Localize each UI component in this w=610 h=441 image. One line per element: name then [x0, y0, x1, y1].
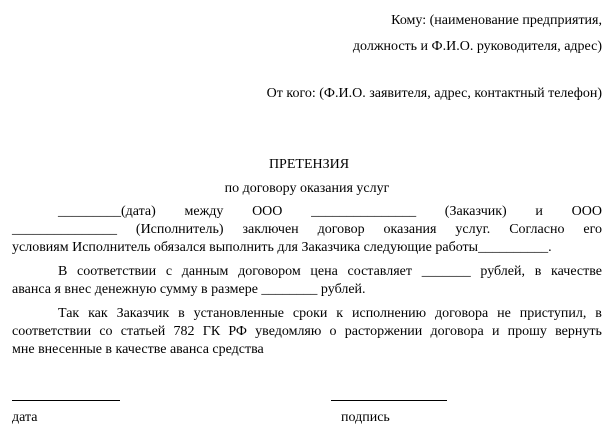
word: соответствии: [77, 264, 157, 279]
word: статьей: [120, 324, 166, 339]
paragraph-line: [12, 221, 602, 239]
word: не: [497, 306, 511, 321]
word: ООО: [252, 204, 283, 219]
word: с: [165, 264, 173, 279]
word: оказания: [383, 222, 437, 237]
word: соответствии: [12, 324, 92, 339]
word: ГК: [202, 324, 221, 339]
word: вернуть: [555, 324, 602, 339]
document-title: ПРЕТЕНЗИЯ: [268, 157, 350, 172]
word: в: [534, 264, 542, 279]
word: и: [535, 204, 543, 219]
paragraph-line: [12, 323, 602, 341]
word: договором: [238, 264, 301, 279]
word: его: [583, 222, 602, 237]
word: ООО: [571, 204, 602, 219]
word: (Исполнитель): [135, 222, 224, 237]
date-label: дата: [12, 410, 38, 425]
word: цена: [310, 264, 338, 279]
word: о: [329, 324, 337, 339]
word: со: [99, 324, 113, 339]
paragraph-line: [12, 263, 602, 281]
paragraph-termination: [12, 305, 602, 359]
word: (Заказчик): [444, 204, 507, 219]
word: рублей,: [480, 264, 526, 279]
word: 782: [173, 324, 195, 339]
document-subtitle: по договору оказания услуг: [224, 181, 390, 196]
word: В: [58, 264, 68, 279]
word: _______________: [12, 222, 117, 237]
word: в: [178, 306, 185, 321]
word: уведомляю: [255, 324, 322, 339]
word: договора: [430, 324, 484, 339]
word: между: [184, 204, 224, 219]
paragraph-line: аванса я внес денежную сумму в размере ________ рублей.: [12, 282, 366, 297]
word: прошу: [507, 324, 547, 339]
paragraph-line: условиям Исполнитель обязался выполнить для Заказчика следующие работы__________.: [12, 240, 552, 255]
word: _________(дата): [58, 204, 156, 219]
addressee-line-2: должность и Ф.И.О. руководителя, адрес): [352, 39, 602, 54]
word: установленные: [193, 306, 285, 321]
paragraph-contract: [12, 203, 602, 257]
word: Заказчик: [116, 306, 170, 321]
word: _______: [421, 264, 471, 279]
word: РФ: [228, 324, 247, 339]
word: исполнению: [351, 306, 427, 321]
paragraph-line: [12, 305, 602, 323]
sender-line: От кого: (Ф.И.О. заявителя, адрес, контактный телефон): [266, 86, 602, 101]
word: приступил,: [519, 306, 587, 321]
signature-label: подпись: [341, 410, 390, 425]
paragraph-price: [12, 263, 602, 299]
date-signature-line: [12, 400, 120, 401]
word: договор: [317, 222, 365, 237]
word: Так: [58, 306, 80, 321]
paragraph-line: [12, 203, 602, 221]
word: договора: [435, 306, 489, 321]
sign-signature-line: [331, 400, 447, 401]
word: данным: [181, 264, 229, 279]
word: к: [336, 306, 344, 321]
word: сроки: [292, 306, 328, 321]
word: составляет: [347, 264, 412, 279]
addressee-line-1: Кому: (наименование предприятия,: [391, 13, 602, 28]
word: Согласно: [509, 222, 565, 237]
word: качестве: [551, 264, 602, 279]
word: услуг.: [455, 222, 491, 237]
word: как: [88, 306, 108, 321]
paragraph-line: мне внесенные в качестве аванса средства: [12, 342, 264, 357]
word: заключен: [242, 222, 299, 237]
word: и: [491, 324, 500, 339]
word: _______________: [311, 204, 417, 219]
word: расторжении: [344, 324, 423, 339]
word: в: [595, 306, 602, 321]
